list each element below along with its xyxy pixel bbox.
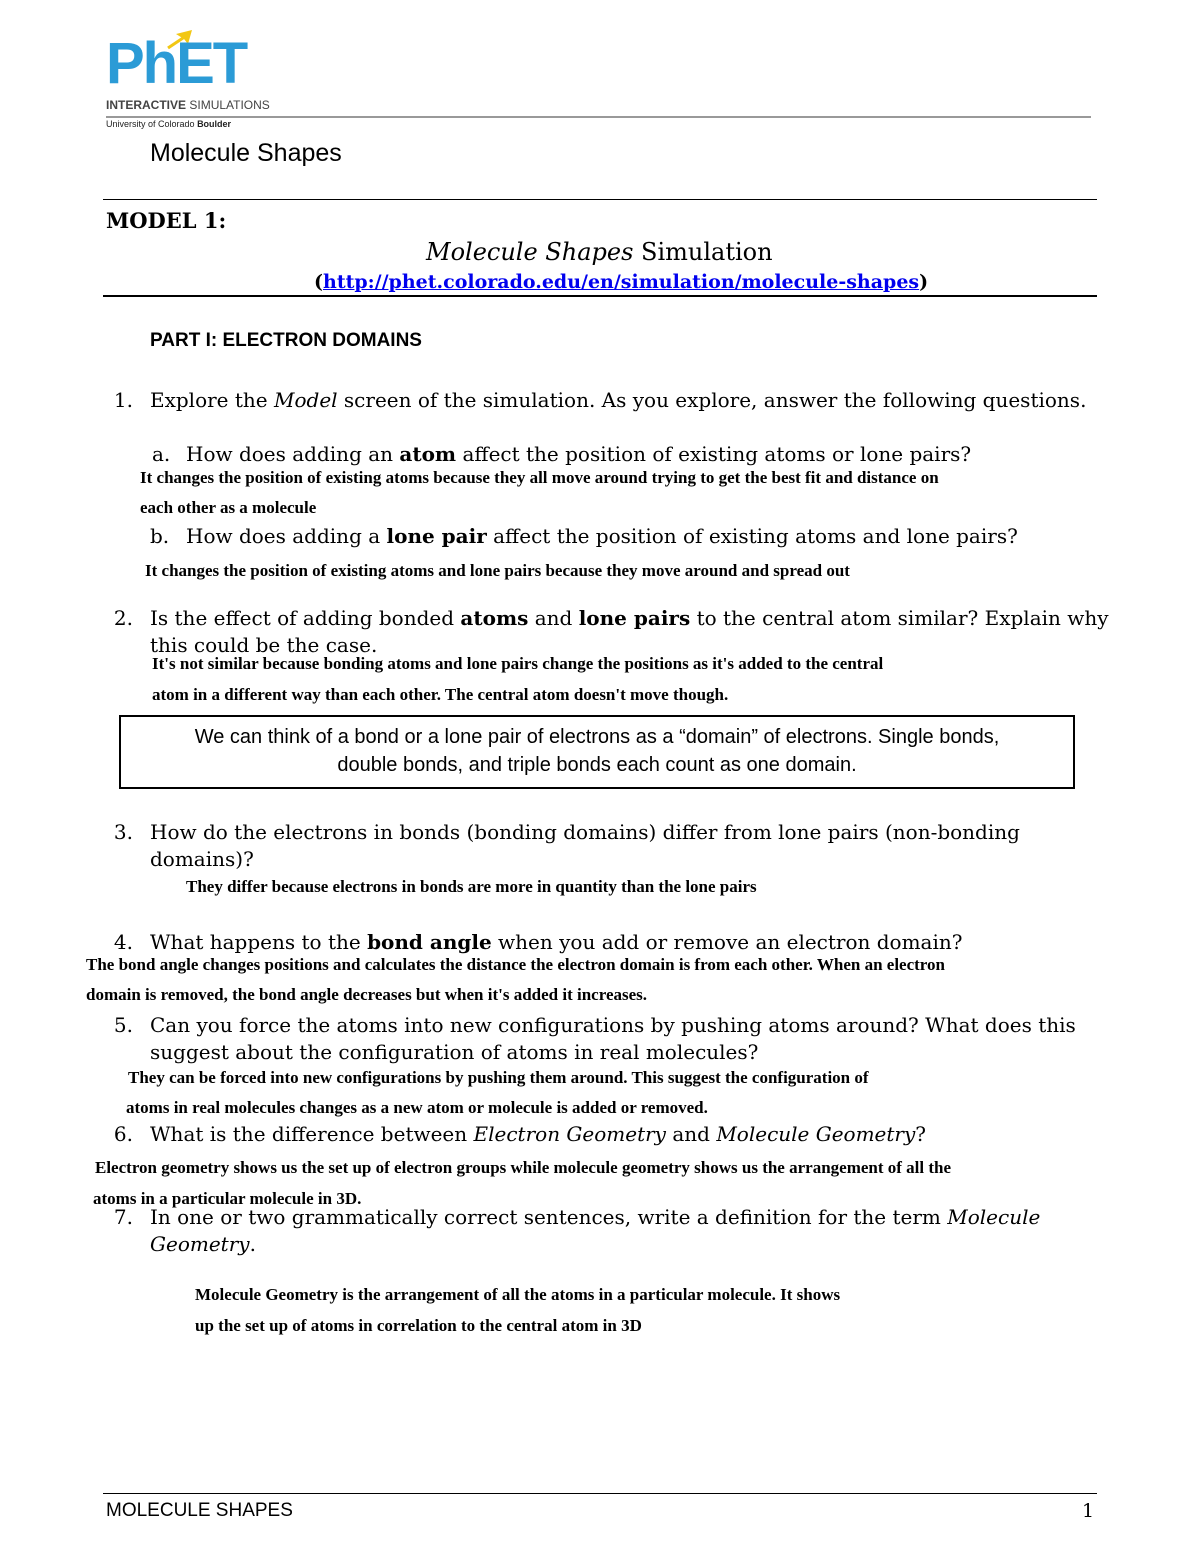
q3-answer-line1: They differ because electrons in bonds are more in quantity than the lone pairs: [186, 877, 757, 896]
q7-post: .: [249, 1232, 256, 1256]
q1-italic: Model: [274, 388, 338, 412]
q1a-pre: How does adding an: [186, 442, 394, 466]
logo-boulder: Boulder: [197, 119, 232, 129]
callout-line1: We can think of a bond or a lone pair of electrons as a “domain” of electrons. Single bonds,: [194, 726, 1000, 748]
q2-t2: and: [534, 606, 573, 630]
q6-italic2: Molecule Geometry: [716, 1122, 916, 1146]
q5-text-line1: Can you force the atoms into new configurations by pushing atoms around? What does this: [150, 1013, 1076, 1037]
q1-text: [150, 387, 1086, 414]
q7-text: [150, 1204, 1040, 1231]
sim-title-italic: Molecule Shapes: [426, 238, 634, 266]
q1-pre: Explore the: [150, 388, 268, 412]
q7-answer-line2: up the set up of atoms in correlation to the central atom in 3D: [195, 1316, 642, 1335]
title-rule: [103, 199, 1097, 200]
sim-title-rest: Simulation: [641, 238, 773, 266]
q4-bold: bond angle: [367, 930, 492, 954]
footer-label: MOLECULE SHAPES: [106, 1500, 293, 1521]
logo-simulations: SIMULATIONS: [189, 98, 270, 112]
q7-italic1: Molecule: [947, 1205, 1041, 1229]
q1a-post: affect the position of existing atoms or lone pairs?: [462, 442, 972, 466]
logo-et: ET: [176, 31, 247, 96]
q2-t1: Is the effect of adding bonded: [150, 606, 455, 630]
q1b-bold: lone pair: [386, 524, 487, 548]
domain-callout-box: [119, 715, 1075, 789]
q1b-text: [186, 523, 1018, 550]
q2-answer-line1: It's not similar because bonding atoms and lone pairs change the positions as it's added to the central: [152, 654, 884, 673]
q4-answer-line1: The bond angle changes positions and calculates the distance the electron domain is from each other. When an electron: [86, 955, 945, 974]
q1a-text: [186, 441, 971, 468]
q7-text-line2: [150, 1231, 256, 1258]
model-rule: [103, 295, 1097, 297]
q4-text: [150, 929, 962, 956]
q4-number: 4.: [113, 930, 133, 954]
q2-b1: atoms: [460, 606, 529, 630]
q2-text: [150, 605, 1109, 632]
q7-answer-line1: Molecule Geometry is the arrangement of all the atoms in a particular molecule. It shows: [195, 1285, 841, 1304]
part-heading: PART I: ELECTRON DOMAINS: [150, 330, 422, 351]
q3-text-line1: How do the electrons in bonds (bonding domains) differ from lone pairs (non-bonding: [150, 820, 1020, 844]
q1b-answer-line1: It changes the position of existing atoms and lone pairs because they move around and spread out: [145, 561, 850, 580]
model-label: MODEL 1:: [106, 208, 227, 233]
q6-pre: What is the difference between: [150, 1122, 468, 1146]
q5-number: 5.: [113, 1013, 133, 1037]
q4-post: when you add or remove an electron domain?: [498, 930, 963, 954]
q1b-post: affect the position of existing atoms and lone pairs?: [493, 524, 1018, 548]
document-title: Molecule Shapes: [150, 139, 342, 167]
q1-number: 1.: [113, 388, 133, 412]
q6-number: 6.: [113, 1122, 133, 1146]
logo-ph: Ph: [106, 31, 177, 96]
q6-answer-line2: atoms in a particular molecule in 3D.: [93, 1189, 362, 1208]
q6-text: [150, 1121, 926, 1148]
sim-url-link[interactable]: http://phet.colorado.edu/en/simulation/molecule-shapes: [323, 271, 920, 293]
q2-t3: to the central atom similar? Explain why: [696, 606, 1109, 630]
q1-post: screen of the simulation. As you explore, answer the following questions.: [343, 388, 1087, 412]
logo-university: University of Colorado: [106, 119, 195, 129]
q7-italic2: Geometry: [150, 1232, 250, 1256]
q2-text-line2: this could be the case.: [150, 633, 378, 657]
logo-interactive: INTERACTIVE: [106, 98, 187, 112]
q1a-answer-line2: each other as a molecule: [140, 498, 317, 517]
q5-text-line2: suggest about the configuration of atoms in real molecules?: [150, 1040, 759, 1064]
page-number: 1: [1082, 1500, 1095, 1522]
header-rule: [106, 116, 1091, 118]
q1a-letter: a.: [152, 442, 171, 466]
q2-b2: lone pairs: [578, 606, 691, 630]
q2-answer-line2: atom in a different way than each other. The central atom doesn't move though.: [152, 685, 729, 704]
q4-answer-line2: domain is removed, the bond angle decreases but when it's added it increases.: [86, 985, 648, 1004]
q3-text-line2: domains)?: [150, 847, 254, 871]
q5-answer-line1: They can be forced into new configurations by pushing them around. This suggest the configuration of: [128, 1068, 869, 1087]
q7-pre: In one or two grammatically correct sentences, write a definition for the term: [150, 1205, 941, 1229]
callout-line2: double bonds, and triple bonds each count as one domain.: [337, 754, 857, 776]
q3-number: 3.: [113, 820, 133, 844]
q2-number: 2.: [113, 606, 133, 630]
q7-number: 7.: [113, 1205, 133, 1229]
q6-italic1: Electron Geometry: [473, 1122, 666, 1146]
sim-url-line: (http://phet.colorado.edu/en/simulation/molecule-shapes): [314, 271, 929, 293]
sim-title: [426, 238, 773, 266]
q5-answer-line2: atoms in real molecules changes as a new atom or molecule is added or removed.: [126, 1098, 708, 1117]
q6-post: ?: [915, 1122, 927, 1146]
q1b-pre: How does adding a: [186, 524, 381, 548]
q6-answer-line1: Electron geometry shows us the set up of electron groups while molecule geometry shows us the arrangement of all the: [95, 1158, 952, 1177]
q1b-letter: b.: [150, 524, 170, 548]
q4-pre: What happens to the: [150, 930, 361, 954]
q1a-bold: atom: [399, 442, 457, 466]
footer-rule: [103, 1493, 1097, 1494]
q6-mid: and: [672, 1122, 710, 1146]
q1a-answer-line1: It changes the position of existing atoms because they all move around trying to get the best fit and distance on: [140, 468, 939, 487]
